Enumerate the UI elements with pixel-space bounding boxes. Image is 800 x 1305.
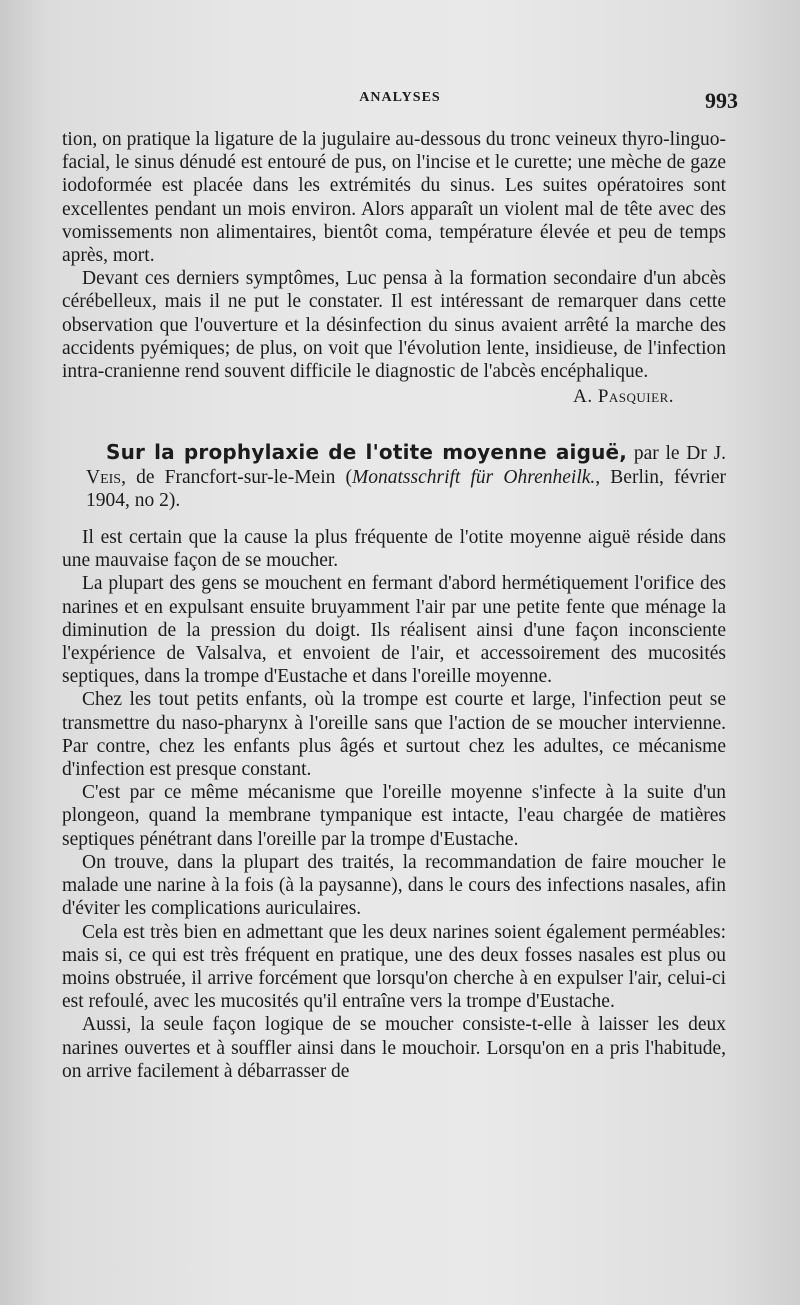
author-location: , de Francfort-sur-le-Mein ( <box>121 466 353 488</box>
journal-citation: , Berlin, février 1904, no 2). <box>86 466 727 511</box>
article-heading <box>62 441 726 512</box>
page-body <box>62 128 726 1083</box>
paragraph: La plupart des gens se mouchent en fermant d'abord hermétiquement l'orifice des narines et en expulsant ensuite bruyamment l'air par une petite fente que ménage la diminution de la pression du doigt. Ils réalisent ainsi d'une façon inconsciente l'expérience de Valsalva, et envoient de l'air, et accessoirement des mucosités septiques, dans la trompe d'Eustache et dans l'oreille moyenne. <box>62 573 726 688</box>
byline: par le Dr J. <box>627 443 726 465</box>
signature-text: A. Pasquier. <box>573 386 674 408</box>
article-author: Veis <box>86 466 122 488</box>
paragraph: On trouve, dans la plupart des traités, la recommandation de faire moucher le malade une narine à la fois (à la paysanne), dans le cours des infections nasales, afin d'éviter les complications auriculaires. <box>62 851 726 920</box>
running-head <box>60 90 740 114</box>
section-gap <box>62 408 726 441</box>
paragraph: Cela est très bien en admettant que les deux narines soient également perméables: mais si, ce qui est très fréquent en pratique, une des deux fosses nasales est plus ou moins obstruée, il arrive forcément que lorsqu'on cherche à en expulser l'air, celui-ci est refoulé, avec les mucosités qu'il entraîne vers la trompe d'Eustache. <box>62 921 726 1013</box>
heading-gap <box>62 512 726 526</box>
journal-name: Monatsschrift für Ohrenheilk. <box>352 466 596 488</box>
running-title: ANALYSES <box>359 90 441 105</box>
paragraph: Aussi, la seule façon logique de se moucher consiste-t-elle à laisser les deux narines ouvertes et à souffler ainsi dans le mouchoir. Lorsqu'on en a pris l'habitude, on arrive facilement à débarrasser de <box>62 1014 726 1082</box>
paragraph: Chez les tout petits enfants, où la trompe est courte et large, l'infection peut se transmettre du naso-pharynx à l'oreille sans que l'action de se moucher intervienne. Par contre, chez les enfants plus âgés et surtout chez les adultes, ce mécanisme d'infection est presque constant. <box>62 689 726 781</box>
paragraph: Devant ces derniers symptômes, Luc pensa à la formation secondaire d'un abcès cérébelleux, mais il ne put le constater. Il est intéressant de remarquer dans cette observation que l'ouverture et la désinfection du sinus avaient arrêté la marche des accidents pyémiques; de plus, on voit que l'évolution lente, insidieuse, de l'infection intra-cranienne rend souvent difficile le diagnostic de l'abcès encéphalique. <box>62 268 726 383</box>
paragraph: tion, on pratique la ligature de la jugulaire au-dessous du tronc veineux thyro-linguo-facial, le sinus dénudé est entouré de pus, on l'incise et le curette; une mèche de gaze iodoformée est placée dans les extrémités du sinus. Les suites opératoires sont excellentes pendant un mois environ. Alors apparaît un violent mal de tête avec des vomissements non alimentaires, bientôt coma, température élevée et peu de temps après, mort. <box>62 129 726 267</box>
article-title: Sur la prophylaxie de l'otite moyenne aiguë, <box>106 440 628 465</box>
paragraph: C'est par ce même mécanisme que l'oreille moyenne s'infecte à la suite d'un plongeon, quand la membrane tympanique est intacte, l'eau chargée de matières septiques pénétrant dans l'oreille par la trompe d'Eustache. <box>62 782 726 850</box>
author-signature <box>62 385 726 408</box>
page-number: 993 <box>705 88 738 113</box>
paragraph: Il est certain que la cause la plus fréquente de l'otite moyenne aiguë réside dans une mauvaise façon de se moucher. <box>62 527 726 572</box>
